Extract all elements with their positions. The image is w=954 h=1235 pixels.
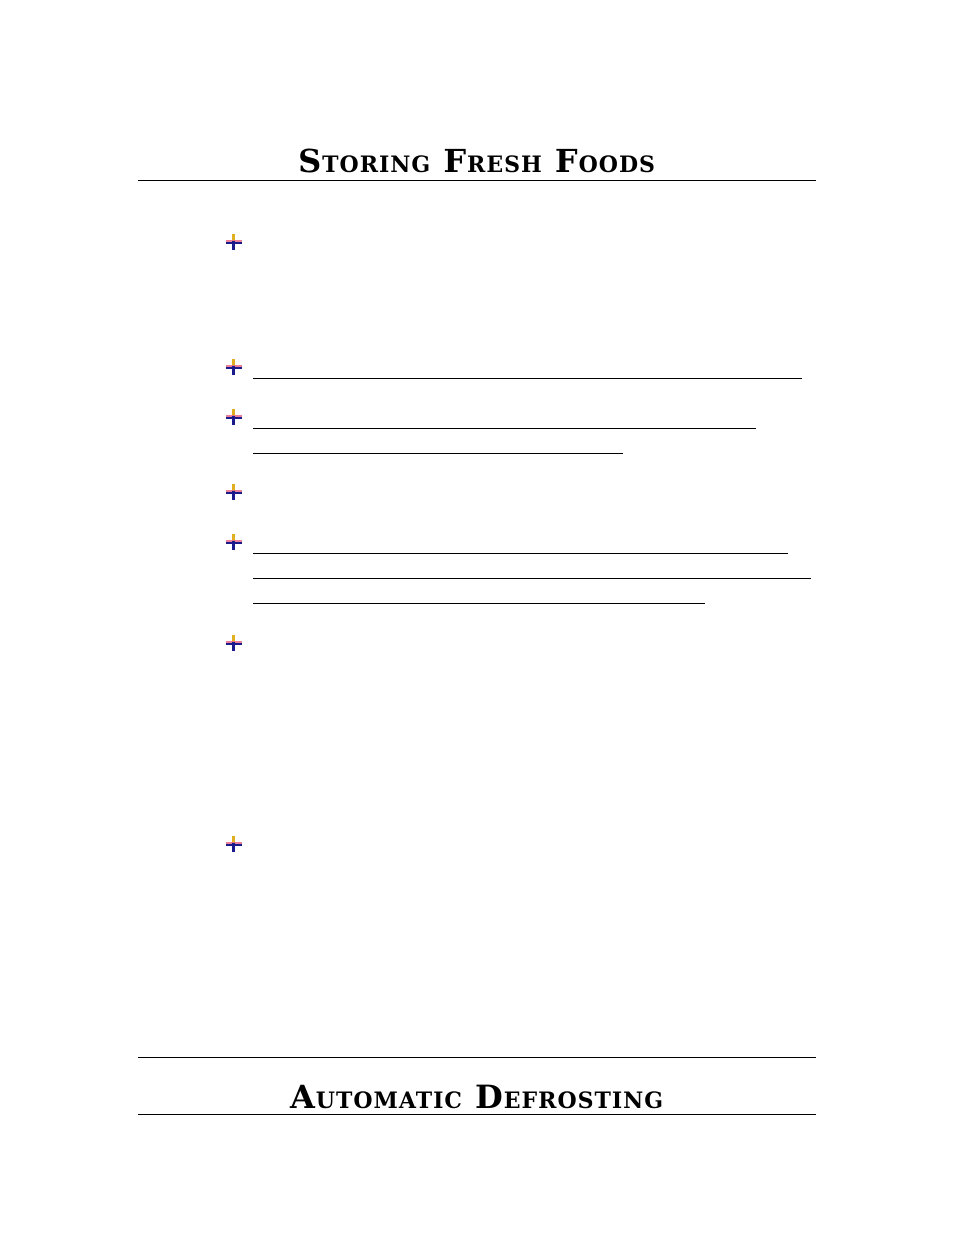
plus-bullet-icon (224, 532, 244, 552)
blank-text-line (253, 578, 811, 579)
blank-text-line (253, 378, 802, 379)
section-divider-top (138, 1057, 816, 1058)
plus-bullet-icon (224, 407, 244, 427)
plus-bullet-icon (224, 482, 244, 502)
plus-bullet-icon (224, 834, 244, 854)
plus-bullet-icon (224, 232, 244, 252)
blank-text-line (253, 428, 756, 429)
plus-bullet-icon (224, 357, 244, 377)
blank-text-line (253, 603, 705, 604)
section-title-automatic-defrosting: Automatic Defrosting (289, 1078, 665, 1116)
title-divider (138, 180, 816, 181)
blank-text-line (253, 553, 788, 554)
section-divider-bottom (138, 1114, 816, 1115)
section-title-storing-fresh-foods: Storing Fresh Foods (298, 142, 656, 180)
plus-bullet-icon (224, 633, 244, 653)
blank-text-line (253, 453, 623, 454)
